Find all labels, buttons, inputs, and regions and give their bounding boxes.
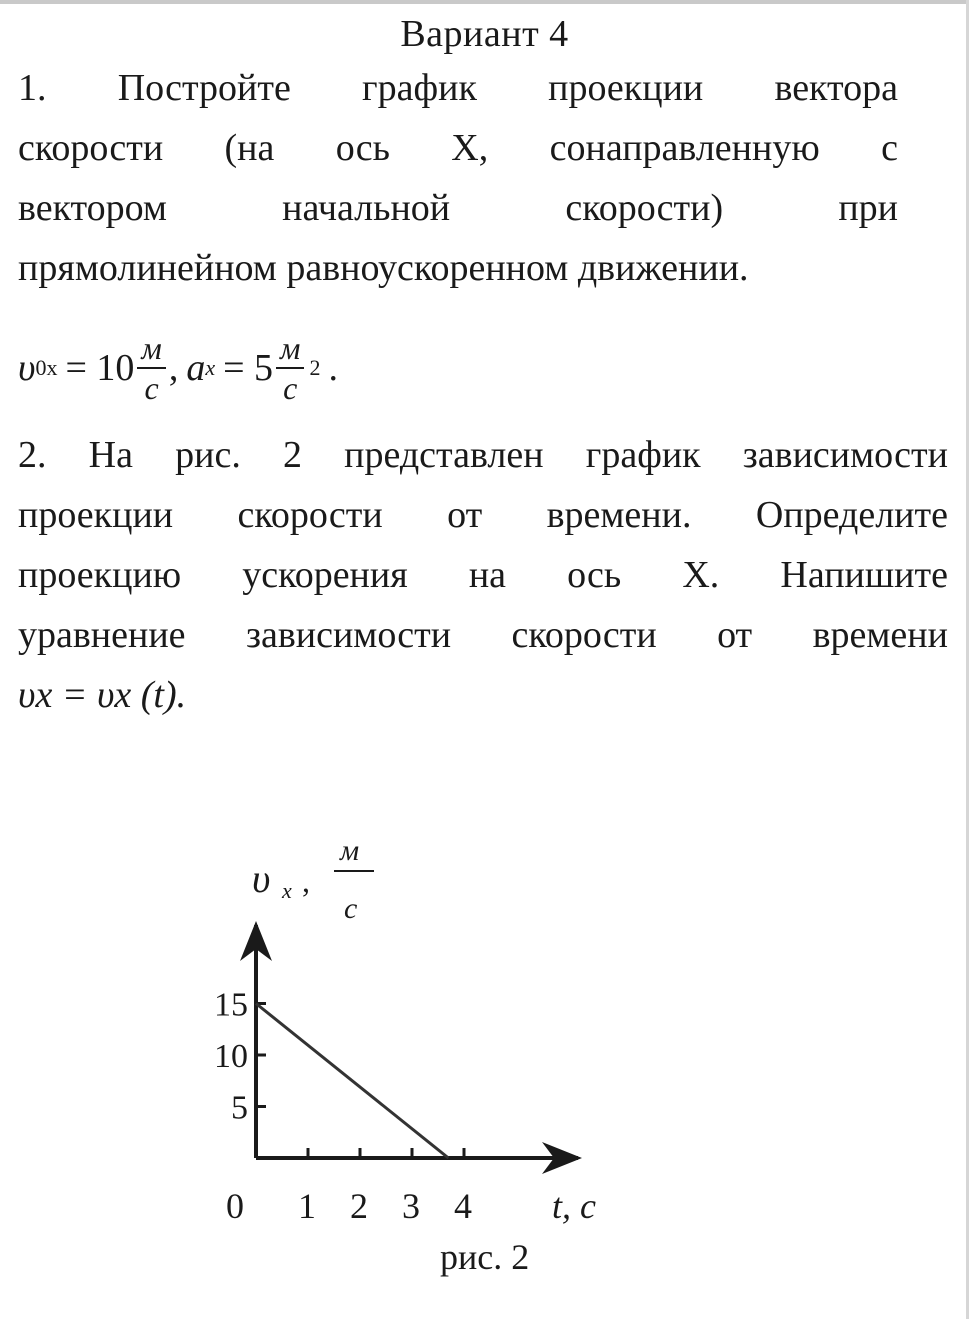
word: проекцию [18,554,182,596]
task-1-text [18,58,898,298]
velocity-line [256,1004,448,1159]
word: рис. [175,434,241,476]
word: вектором [18,187,167,229]
word: от [717,614,753,656]
axis-ticks [214,987,472,1227]
y-tick-label: 5 [231,1089,248,1127]
task-1-line-3 [18,178,898,238]
v0x-subscript: 0x [35,355,58,380]
y-axis-label-subscript: x [282,878,292,903]
word: Определите [755,494,948,536]
chart-series [256,1004,448,1159]
word: времени. [546,494,692,536]
y-axis-label-symbol: υ [252,856,271,901]
word: 1. [18,67,47,109]
word: график [362,67,477,109]
task-2-line-1 [18,425,948,485]
task-1-line-4 [18,238,898,298]
v0x-symbol: υ [18,347,36,389]
word: вектора [774,67,898,109]
v0x-unit [137,329,165,407]
word: времени [812,614,948,656]
task-2-line-4 [18,605,948,665]
origin-label: 0 [226,1186,244,1226]
word: ускорения [242,554,408,596]
word: скорости [511,614,657,656]
ax-symbol: a [186,347,206,389]
word: скорости) [565,187,724,229]
word: ось [335,127,390,169]
x-axis-label: t, с [552,1186,596,1226]
y-axis-unit-num: м [340,834,360,867]
task-1-line-2 [18,118,898,178]
task-2-equation: υx = υx (t). [18,674,187,716]
word: скорости [18,127,164,169]
word: проекции [18,494,174,536]
formula-comma: , [168,347,179,389]
y-axis-label-separator: , [302,863,310,899]
word: скорости [237,494,383,536]
word: Напишите [780,554,948,596]
y-tick-label: 15 [214,986,248,1024]
task-2-line-3 [18,545,948,605]
word: На [88,434,133,476]
word: при [838,187,898,229]
word: проекции [548,67,704,109]
word: начальной [282,187,451,229]
y-tick-label: 10 [214,1038,248,1075]
x-tick-label: 2 [350,1186,368,1226]
word: уравнение [18,614,186,656]
task-1-formula [18,318,338,418]
ax-unit [276,329,304,407]
word: X. [682,554,720,596]
formula-end: . [328,347,338,389]
ax-value: = 5 [223,347,274,389]
word: ось [567,554,622,596]
word: сонаправленную [549,127,820,169]
variant-title: Вариант 4 [400,13,569,55]
word: прямолинейном равноускоренном движении. [18,247,749,289]
word: X, [451,127,489,169]
x-tick-label: 4 [454,1186,472,1226]
page-top-border [0,0,969,4]
word: 2. [18,434,47,476]
v0x-unit-num: м [137,329,165,369]
x-tick-label: 1 [298,1186,316,1226]
word: с [881,127,898,169]
word: представлен [344,434,544,476]
word: зависимости [742,434,948,476]
ax-subscript: x [205,355,216,380]
word: Постройте [117,67,291,109]
task-2-text [18,425,948,725]
word: 2 [282,434,302,476]
word: график [585,434,701,476]
word: зависимости [245,614,452,656]
figure-caption: рис. 2 [440,1237,530,1277]
word: на [468,554,507,596]
y-axis-unit-den: с [344,892,358,925]
word: (на [224,127,275,169]
v0x-unit-den: с [144,370,159,406]
task-1-line-1 [18,58,898,118]
v0x-value: = 10 [65,347,135,389]
x-tick-label: 3 [402,1186,420,1226]
ax-unit-den: с [283,370,298,406]
task-2-line-2 [18,485,948,545]
ax-unit-num: м [276,329,304,369]
ax-unit-power: 2 [309,355,321,380]
word: от [447,494,483,536]
